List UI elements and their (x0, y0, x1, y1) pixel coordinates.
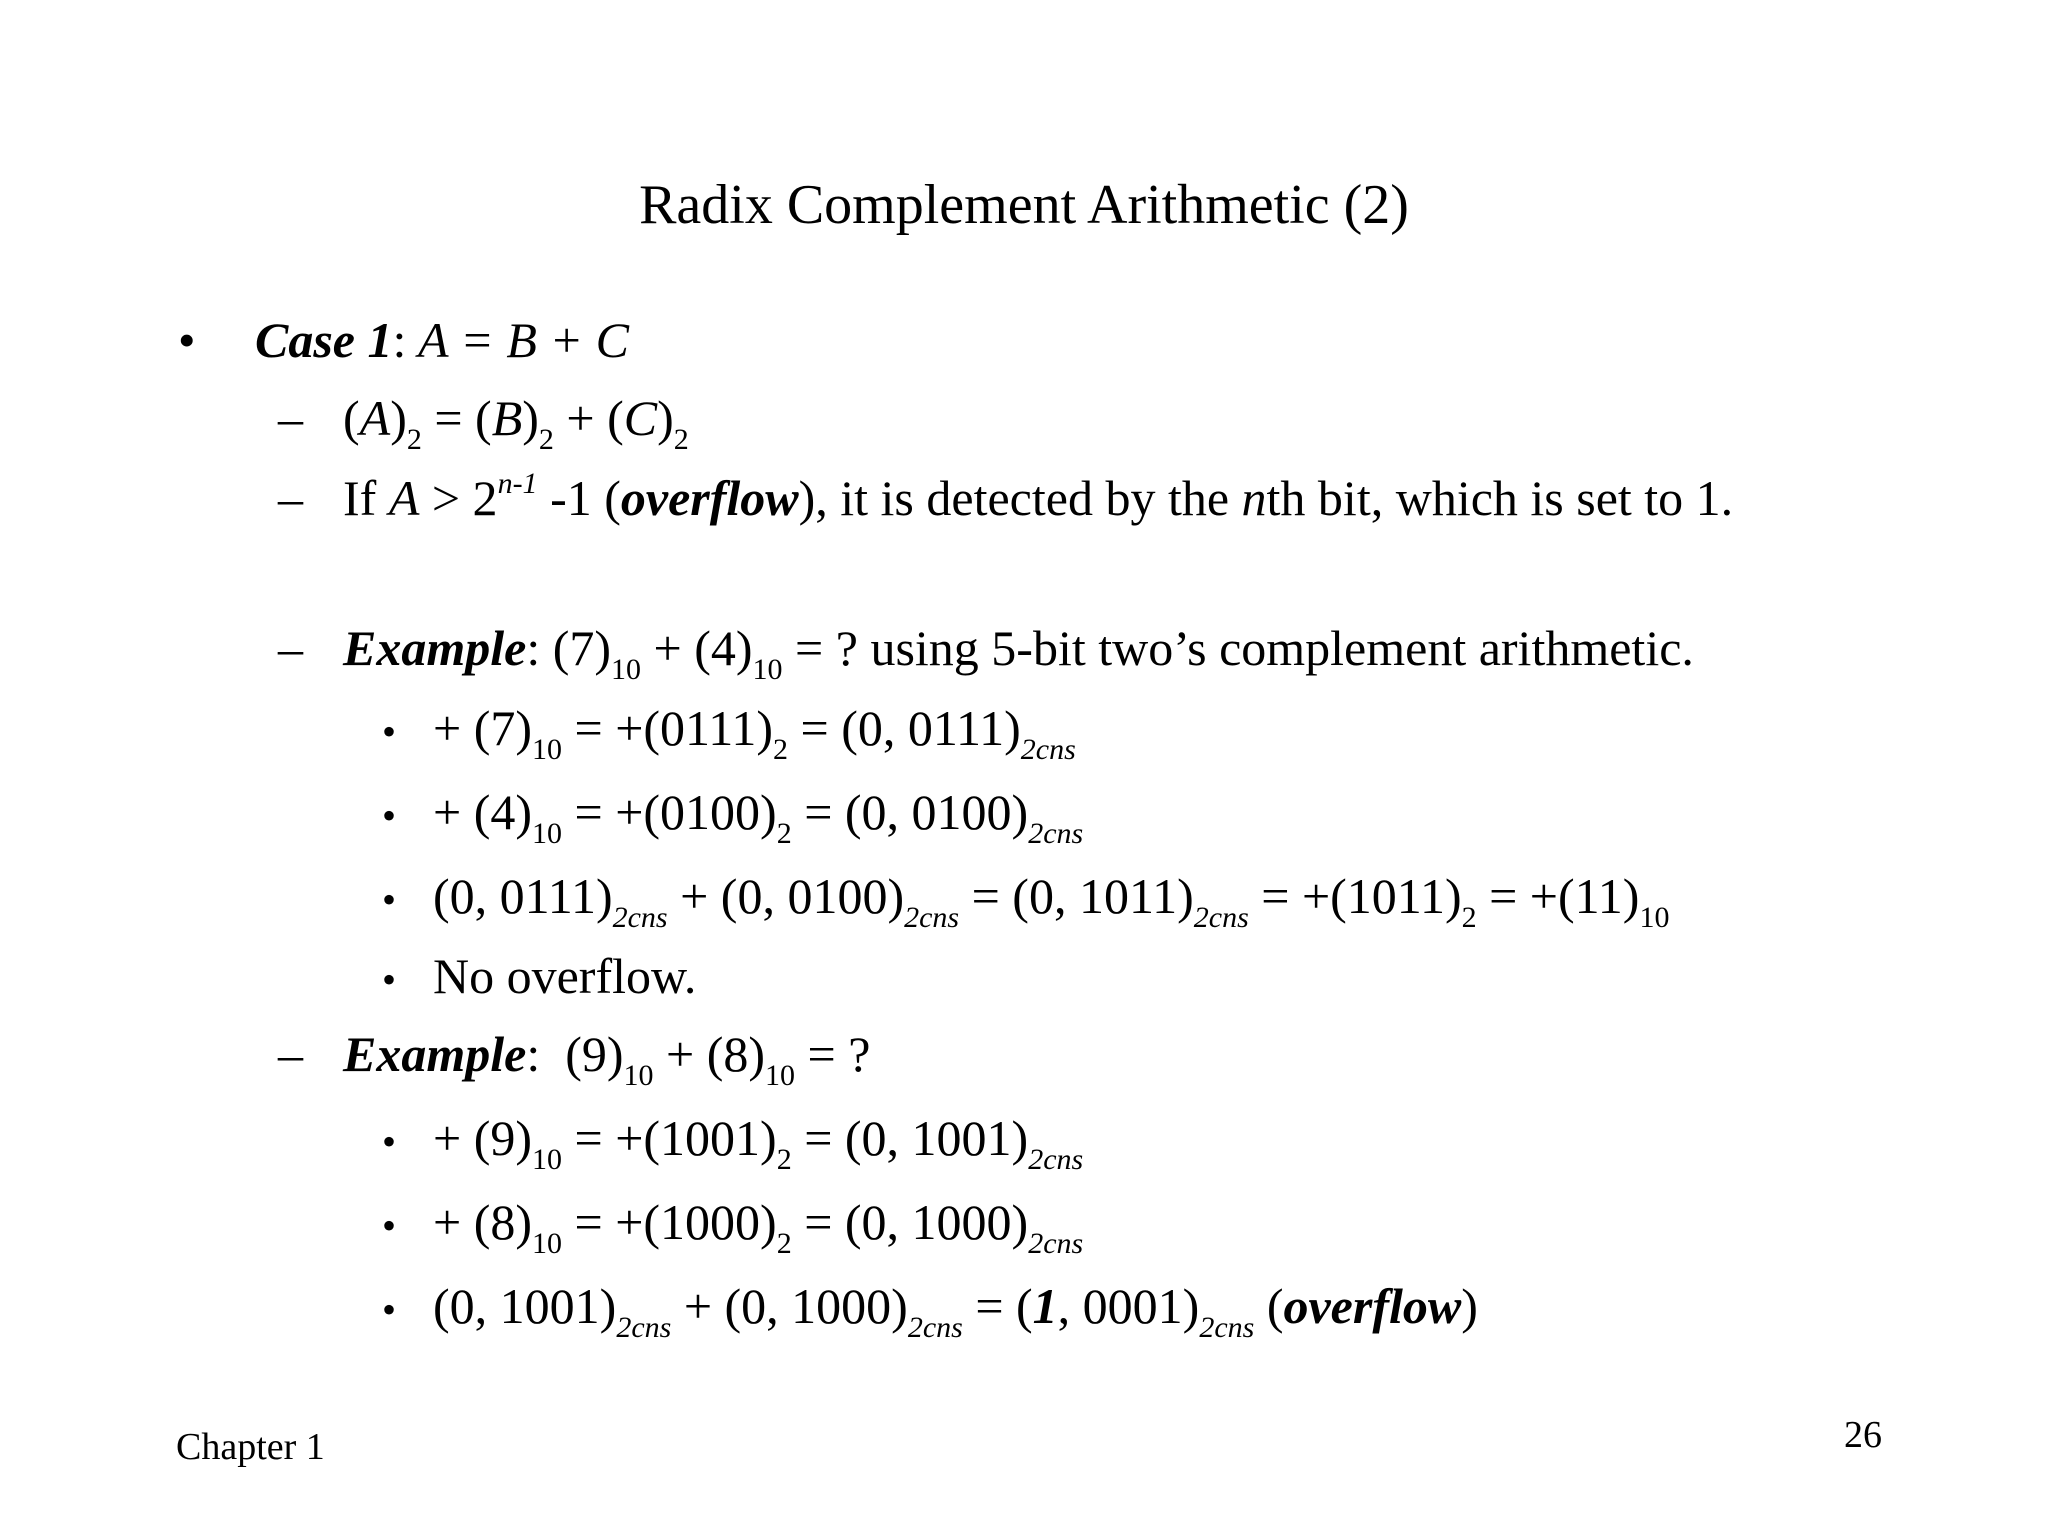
text-fragment: + (0, 1000) (671, 1278, 908, 1334)
dash-marker: – (278, 390, 303, 446)
text-fragment: + ( (553, 390, 624, 446)
text-fragment: + (4) (433, 784, 532, 840)
subscript: 2cns (1028, 816, 1084, 850)
text-fragment: th bit, which is set to 1. (1266, 470, 1734, 526)
small-bullet-marker: • (382, 1119, 397, 1164)
case1-line (255, 310, 629, 370)
text-fragment: ), it is detected by the (798, 470, 1242, 526)
overflow-term: overflow (620, 470, 799, 526)
case1-formula: A = B + C (406, 312, 630, 368)
example1-step4 (433, 946, 696, 1006)
text-fragment: + (0, 0100) (667, 868, 905, 924)
small-bullet-marker: • (382, 877, 397, 922)
slide-title: Radix Complement Arithmetic (2) (639, 174, 1409, 236)
case1-colon: : (392, 312, 407, 368)
text-fragment: + (4) (641, 620, 753, 676)
overflow-term: overflow (1283, 1278, 1462, 1334)
text-fragment: If (343, 470, 389, 526)
overflow-rule-line (343, 468, 1733, 528)
dash-marker: – (278, 1026, 303, 1082)
subscript: 10 (611, 652, 642, 686)
subscript: 10 (532, 1142, 562, 1176)
dash-marker: – (278, 470, 303, 526)
footer-page-number: 26 (1844, 1414, 1882, 1456)
subscript: 10 (752, 652, 783, 686)
text-fragment: : (526, 1026, 541, 1082)
overflow-bit: 1 (1032, 1278, 1058, 1334)
text-fragment: = +(0100) (562, 784, 777, 840)
example2-line (343, 1024, 871, 1092)
subscript: 2cns (612, 900, 668, 934)
var-b: B (491, 390, 523, 446)
text-fragment: + (8) (433, 1194, 532, 1250)
var-a: A (388, 470, 420, 526)
case1-label: Case 1 (255, 312, 393, 368)
text-fragment: = (0, 1011) (959, 868, 1194, 924)
subscript: 10 (623, 1058, 654, 1092)
text-fragment: ) (522, 390, 539, 446)
example2-step1 (433, 1108, 1084, 1176)
text-fragment: = +(1001) (562, 1110, 777, 1166)
subscript: 2 (776, 1226, 792, 1260)
text-fragment: = (0, 1000) (791, 1194, 1029, 1250)
subscript: 2cns (907, 1310, 963, 1344)
example2-step3 (433, 1276, 1478, 1344)
example1-line (343, 618, 1694, 686)
text-fragment: ) (390, 390, 407, 446)
footer-chapter: Chapter 1 (176, 1426, 325, 1468)
example2-step2 (433, 1192, 1084, 1260)
example1-step3 (433, 866, 1670, 934)
example-label: Example (343, 1026, 527, 1082)
subscript: 2cns (1028, 1226, 1084, 1260)
small-bullet-marker: • (382, 793, 397, 838)
example1-step1 (433, 698, 1076, 766)
subscript: 2 (1461, 900, 1477, 934)
text-fragment: = +(11) (1476, 868, 1640, 924)
text-fragment: = ( (421, 390, 492, 446)
text-fragment: = ( (962, 1278, 1033, 1334)
superscript: n-1 (497, 466, 538, 500)
example-label: Example (343, 620, 527, 676)
dash-marker: – (278, 620, 303, 676)
subscript: 2 (538, 422, 554, 456)
text-fragment: = +(1000) (562, 1194, 777, 1250)
small-bullet-marker: • (382, 1287, 397, 1332)
text-fragment: = ? (795, 1026, 871, 1082)
subscript: 2 (776, 1142, 792, 1176)
text-fragment: (9) (540, 1026, 624, 1082)
var-c: C (623, 390, 658, 446)
text-fragment: + (9) (433, 1110, 532, 1166)
var-a: A (359, 390, 391, 446)
text-fragment: ) (1461, 1278, 1478, 1334)
subscript: 2 (776, 816, 792, 850)
text-fragment: = +(0111) (562, 700, 773, 756)
subscript: 2cns (1020, 732, 1076, 766)
binary-equation-line (343, 388, 689, 456)
subscript: 2cns (904, 900, 960, 934)
subscript: 10 (532, 1226, 562, 1260)
subscript: 2cns (1028, 1142, 1084, 1176)
subscript: 2cns (1199, 1310, 1255, 1344)
text-fragment: , 0001) (1057, 1278, 1200, 1334)
small-bullet-marker: • (382, 957, 397, 1002)
bullet-marker: • (178, 312, 196, 368)
text-fragment: No overflow. (433, 948, 697, 1004)
example1-step2 (433, 782, 1084, 850)
subscript: 2 (673, 422, 689, 456)
subscript: 10 (532, 732, 562, 766)
text-fragment: (7) (540, 620, 612, 676)
text-fragment: (0, 1001) (433, 1278, 617, 1334)
text-fragment: > 2 (419, 470, 498, 526)
text-fragment: = (0, 0100) (791, 784, 1029, 840)
small-bullet-marker: • (382, 1203, 397, 1248)
text-fragment: (0, 0111) (433, 868, 613, 924)
text-fragment: + (8) (653, 1026, 766, 1082)
text-fragment: ( (343, 390, 360, 446)
text-fragment: : (526, 620, 541, 676)
text-fragment: = (0, 0111) (788, 700, 1021, 756)
text-fragment: -1 ( (537, 470, 621, 526)
text-fragment: ( (1254, 1278, 1284, 1334)
subscript: 2cns (1193, 900, 1249, 934)
subscript: 10 (765, 1058, 796, 1092)
text-fragment: = +(1011) (1248, 868, 1462, 924)
text-fragment: = ? using 5-bit two’s complement arithmetic. (782, 620, 1694, 676)
small-bullet-marker: • (382, 709, 397, 754)
text-fragment: = (0, 1001) (791, 1110, 1029, 1166)
text-fragment: ) (657, 390, 674, 446)
subscript: 2 (406, 422, 422, 456)
subscript: 10 (532, 816, 562, 850)
subscript: 10 (1639, 900, 1670, 934)
var-n: n (1241, 470, 1267, 526)
subscript: 2cns (616, 1310, 672, 1344)
text-fragment: + (7) (433, 700, 532, 756)
subscript: 2 (773, 732, 788, 766)
